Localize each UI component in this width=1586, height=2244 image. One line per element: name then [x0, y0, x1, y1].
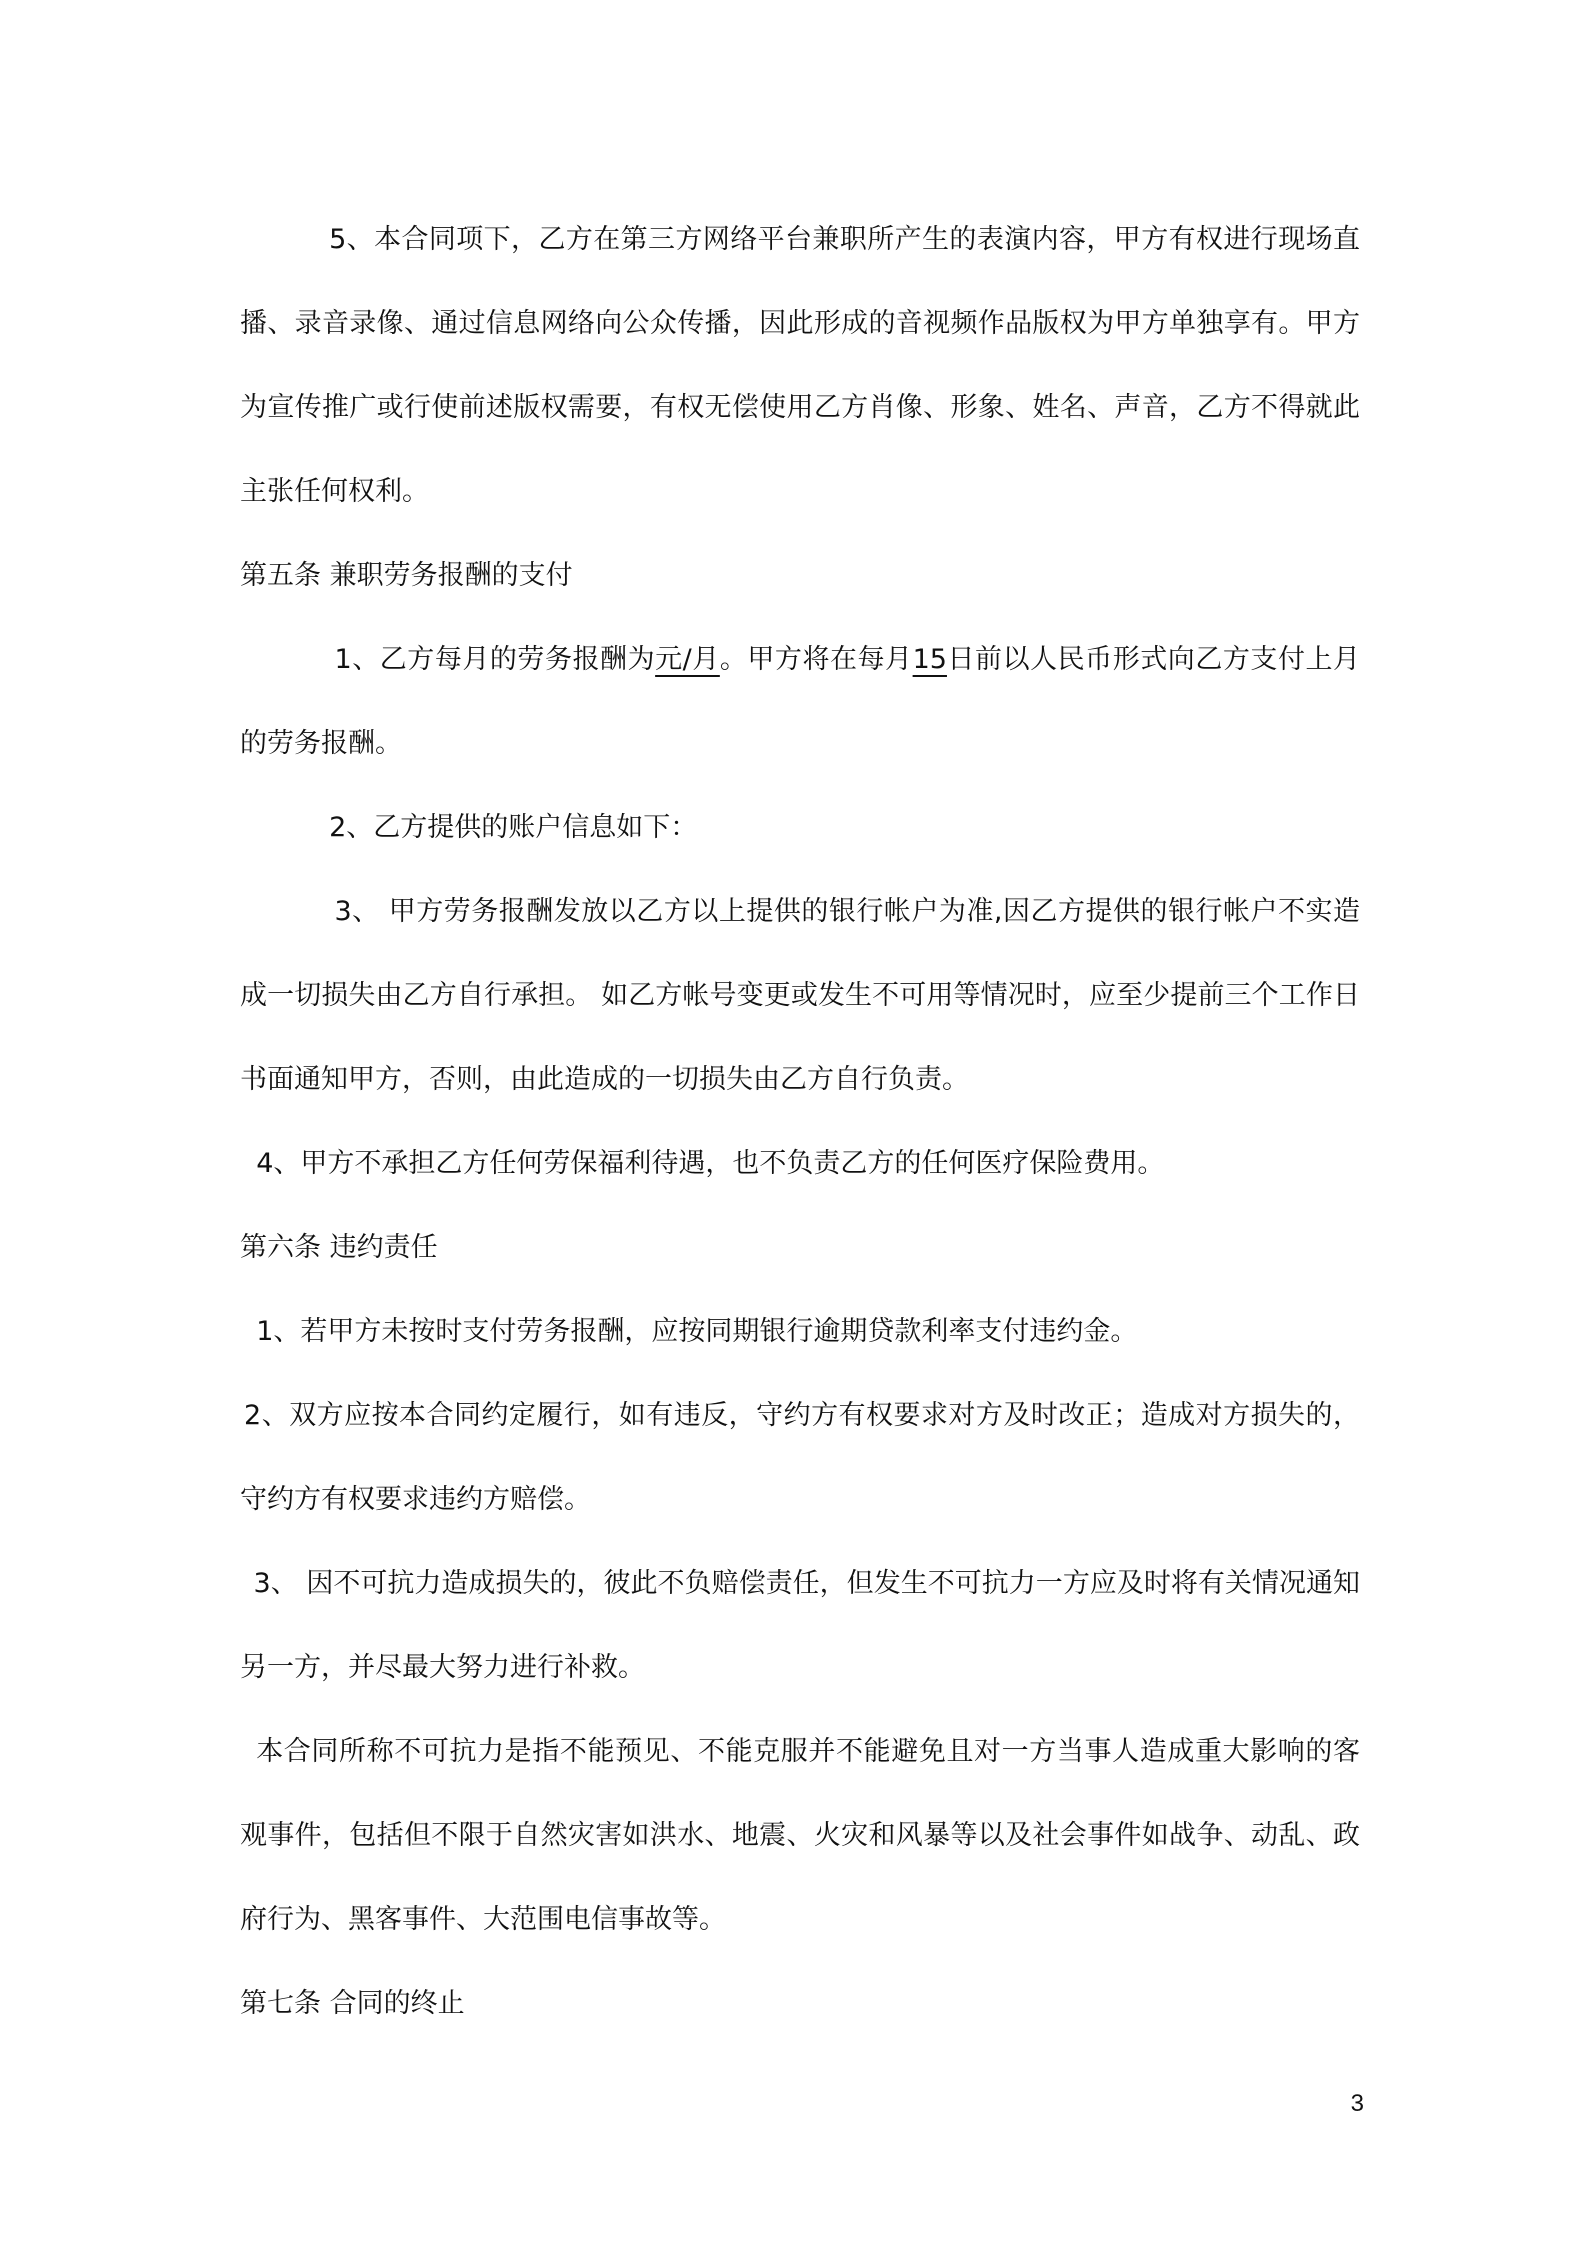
- paragraph-clause-5-2: 2、乙方提供的账户信息如下：: [329, 812, 698, 843]
- page-number: 3: [1350, 2090, 1364, 2117]
- heading-article-5: 第五条 兼职劳务报酬的支付: [240, 560, 573, 591]
- paragraph-clause-5-4: 4、甲方不承担乙方任何劳保福利待遇，也不负责乙方的任何医疗保险费用。: [256, 1148, 1165, 1179]
- paragraph-clause-6-3: 3、 因不可抗力造成损失的，彼此不负赔偿责任，但发生不可抗力一方应及时将有关情况通知另一方，并尽最大努力进行补救。: [240, 1568, 1360, 1683]
- clause-5-1-text-a: 1、乙方每月的劳务报酬为: [334, 644, 656, 675]
- paragraph-clause-4-5: 5、本合同项下，乙方在第三方网络平台兼职所产生的表演内容，甲方有权进行现场直播、录音录像、通过信息网络向公众传播，因此形成的音视频作品版权为甲方单独享有。甲方为宣传推广或行使前述版权需要，有权无偿使用乙方肖像、形象、姓名、声音，乙方不得就此主张任何权利。: [240, 224, 1360, 507]
- paragraph-clause-5-1: [240, 618, 1360, 786]
- heading-article-6: 第六条 违约责任: [240, 1232, 438, 1263]
- body-text: [240, 198, 1360, 2046]
- paragraph-force-majeure-definition: 本合同所称不可抗力是指不能预见、不能克服并不能避免且对一方当事人造成重大影响的客观事件，包括但不限于自然灾害如洪水、地震、火灾和风暴等以及社会事件如战争、动乱、政府行为、黑客事件、大范围电信事故等。: [240, 1736, 1360, 1935]
- payment-day: 15: [912, 644, 947, 675]
- heading-article-7: 第七条 合同的终止: [240, 1988, 465, 2019]
- clause-5-1-text-c: 日前以人民币形式向乙方支付上月的劳务报酬。: [240, 644, 1361, 759]
- clause-5-1-text-b: 。甲方将在每月: [719, 644, 913, 675]
- paragraph-clause-6-1: 1、若甲方未按时支付劳务报酬，应按同期银行逾期贷款利率支付违约金。: [256, 1316, 1138, 1347]
- paragraph-clause-5-3: 3、 甲方劳务报酬发放以乙方以上提供的银行帐户为准,因乙方提供的银行帐户不实造成一切损失由乙方自行承担。 如乙方帐号变更或发生不可用等情况时，应至少提前三个工作日书面通知甲方，否则，由此造成的一切损失由乙方自行负责。: [240, 896, 1360, 1095]
- monthly-fee-unit: 元/月: [655, 644, 720, 675]
- paragraph-clause-6-2: 2、双方应按本合同约定履行，如有违反，守约方有权要求对方及时改正；造成对方损失的，守约方有权要求违约方赔偿。: [240, 1400, 1360, 1515]
